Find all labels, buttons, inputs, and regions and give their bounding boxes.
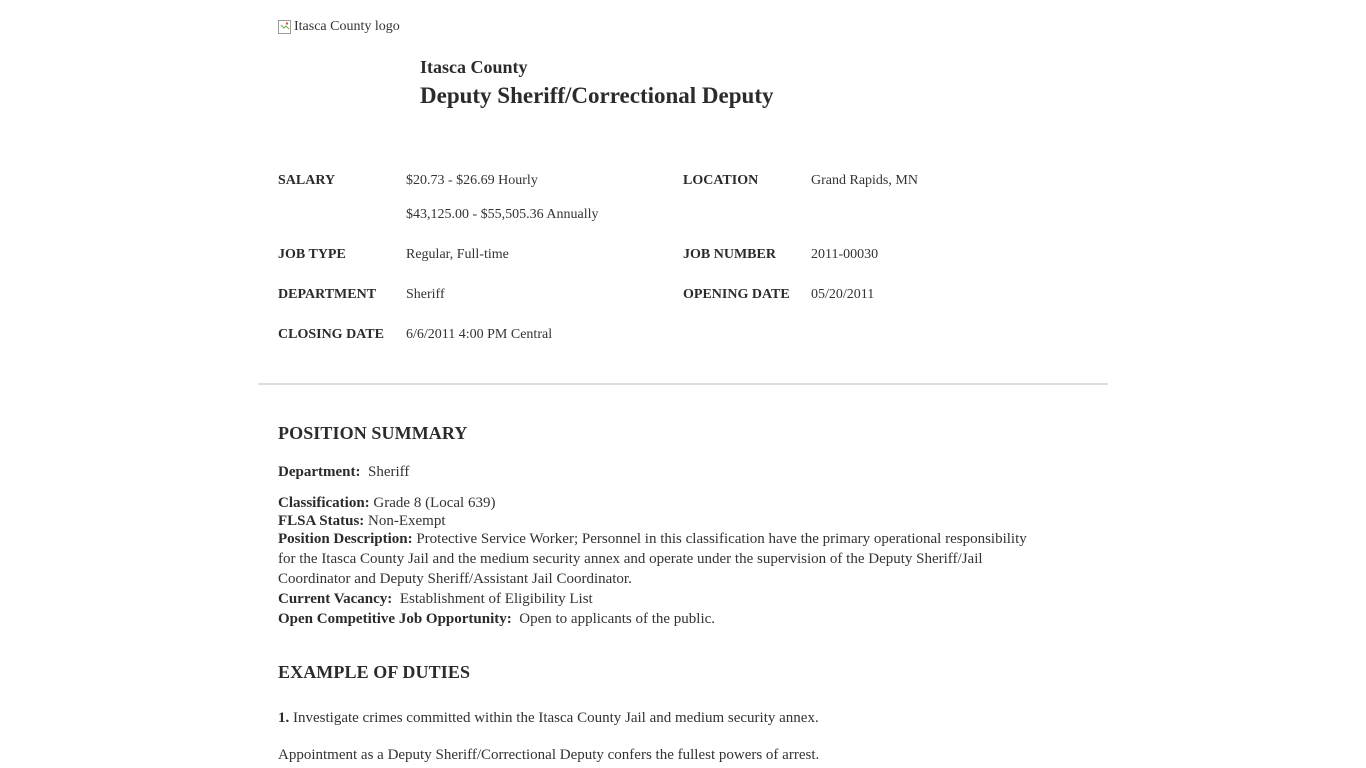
logo-alt-text: Itasca County logo — [294, 19, 400, 34]
description-line-2: for the Itasca County Jail and the medium security annex and operate under the supervision of the Deputy Sheriff/Jail — [278, 551, 983, 567]
agency-name: Itasca County — [420, 57, 528, 77]
salary-label: SALARY — [278, 173, 336, 188]
job-title: Deputy Sheriff/Correctional Deputy — [420, 83, 774, 108]
opening-date-value: 05/20/2011 — [811, 287, 875, 302]
job-number-label: JOB NUMBER — [683, 247, 776, 262]
description-line-1 — [278, 529, 1088, 549]
classification-value: Grade 8 (Local 639) — [373, 495, 496, 511]
flsa-label: FLSA Status: — [278, 513, 365, 529]
department-value: Sheriff — [406, 287, 445, 302]
description-label: Position Description: — [278, 531, 413, 547]
opening-date-label: OPENING DATE — [683, 287, 790, 302]
section-divider — [258, 383, 1108, 385]
job-type-label: JOB TYPE — [278, 247, 346, 262]
closing-date-value: 6/6/2011 4:00 PM Central — [406, 327, 553, 342]
vacancy-label: Current Vacancy: — [278, 591, 393, 607]
salary-hourly: $20.73 - $26.69 Hourly — [406, 173, 538, 188]
competitive-value: Open to applicants of the public. — [519, 611, 716, 627]
summary-department-value: Sheriff — [367, 464, 410, 480]
duty-item-1-text: Investigate crimes committed within the Itasca County Jail and medium security annex. — [293, 710, 819, 726]
summary-department-label: Department: — [278, 464, 361, 480]
location-label: LOCATION — [683, 173, 759, 188]
duties-heading: EXAMPLE OF DUTIES — [278, 662, 471, 682]
duty-item-1-number: 1. — [278, 710, 290, 726]
salary-annual: $43,125.00 - $55,505.36 Annually — [406, 207, 599, 222]
description-line-3: Coordinator and Deputy Sheriff/Assistant Jail Coordinator. — [278, 571, 632, 587]
flsa-line — [278, 511, 1088, 531]
vacancy-line — [278, 589, 1088, 609]
classification-line — [278, 493, 1088, 513]
vacancy-value: Establishment of Eligibility List — [399, 591, 593, 607]
broken-image-icon — [278, 20, 292, 34]
agency-logo — [278, 19, 400, 35]
summary-department — [278, 462, 1088, 482]
department-label: DEPARTMENT — [278, 287, 377, 302]
summary-details — [278, 493, 1088, 629]
job-number-value: 2011-00030 — [811, 247, 879, 262]
closing-date-label: CLOSING DATE — [278, 327, 384, 342]
competitive-label: Open Competitive Job Opportunity: — [278, 611, 512, 627]
position-summary-heading: POSITION SUMMARY — [278, 423, 468, 443]
classification-label: Classification: — [278, 495, 370, 511]
competitive-line — [278, 609, 1088, 629]
location-value: Grand Rapids, MN — [811, 173, 918, 188]
description-text-1: Protective Service Worker; Personnel in this classification have the primary operational responsibility — [416, 531, 1027, 547]
job-type-value: Regular, Full-time — [406, 247, 509, 262]
appointment-text: Appointment as a Deputy Sheriff/Correctional Deputy confers the fullest powers of arrest. — [278, 747, 820, 763]
duty-item-1 — [278, 708, 1088, 728]
flsa-value: Non-Exempt — [368, 513, 446, 529]
